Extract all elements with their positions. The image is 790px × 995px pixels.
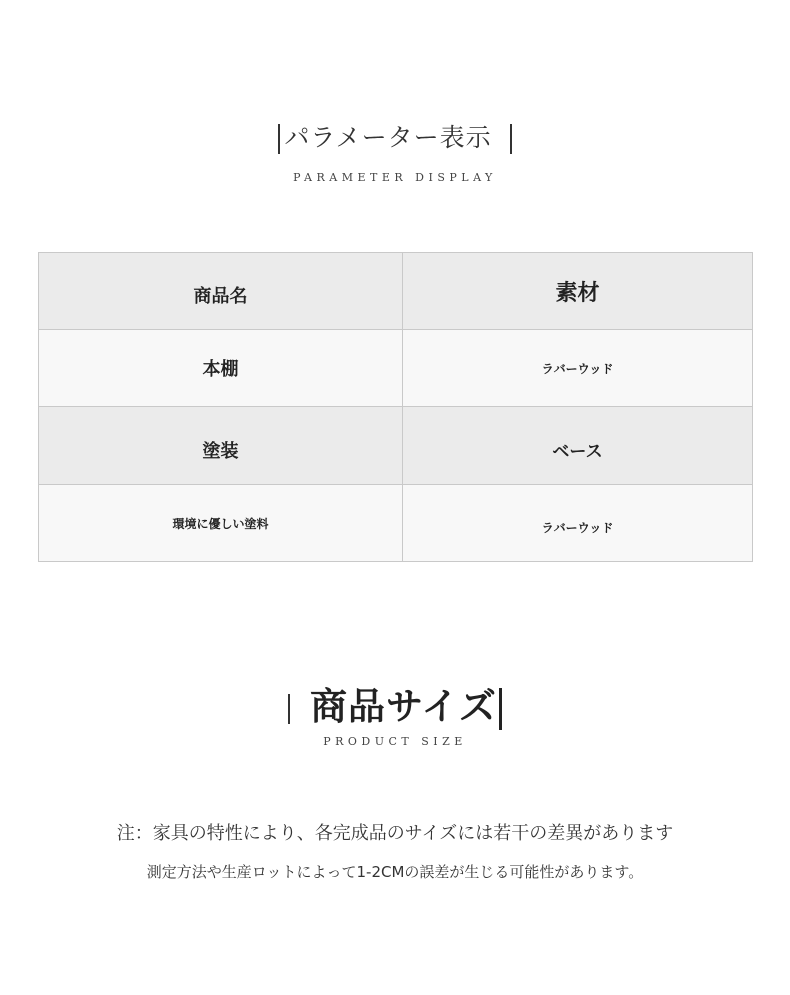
table-row [39, 253, 753, 330]
size-heading [0, 676, 790, 730]
spec-value-cell: ラバーウッド [403, 330, 753, 407]
spec-label-cell: 環境に優しい塗料 [39, 485, 403, 562]
spec-value-cell: 素材 [403, 253, 753, 330]
heading-left-bar [278, 124, 280, 154]
heading-left-bar [288, 694, 290, 724]
size-note-line-2: 測定方法や生産ロットによって1-2CMの誤差が生じる可能性があります。 [146, 863, 644, 881]
heading-right-bar [499, 688, 502, 730]
spec-table [38, 252, 753, 562]
spec-label-cell: 本棚 [39, 330, 403, 407]
spec-label-cell: 塗装 [39, 407, 403, 485]
table-row [39, 407, 753, 485]
parameter-subheading: PARAMETER DISPLAY [293, 171, 497, 184]
table-row [39, 485, 753, 562]
spec-value-cell: ベース [403, 407, 753, 485]
size-heading-text: 商品サイズ [309, 685, 498, 728]
parameter-heading [0, 118, 790, 154]
size-subheading: PRODUCT SIZE [323, 735, 467, 748]
spec-label-cell: 商品名 [39, 253, 403, 330]
spec-value-cell: ラバーウッド [403, 485, 753, 562]
table-row [39, 330, 753, 407]
parameter-heading-text: パラメーター表示 [284, 123, 492, 152]
size-note-line-1: 注：家具の特性により、各完成品のサイズには若干の差異があります [116, 823, 674, 844]
heading-right-bar [510, 124, 512, 154]
